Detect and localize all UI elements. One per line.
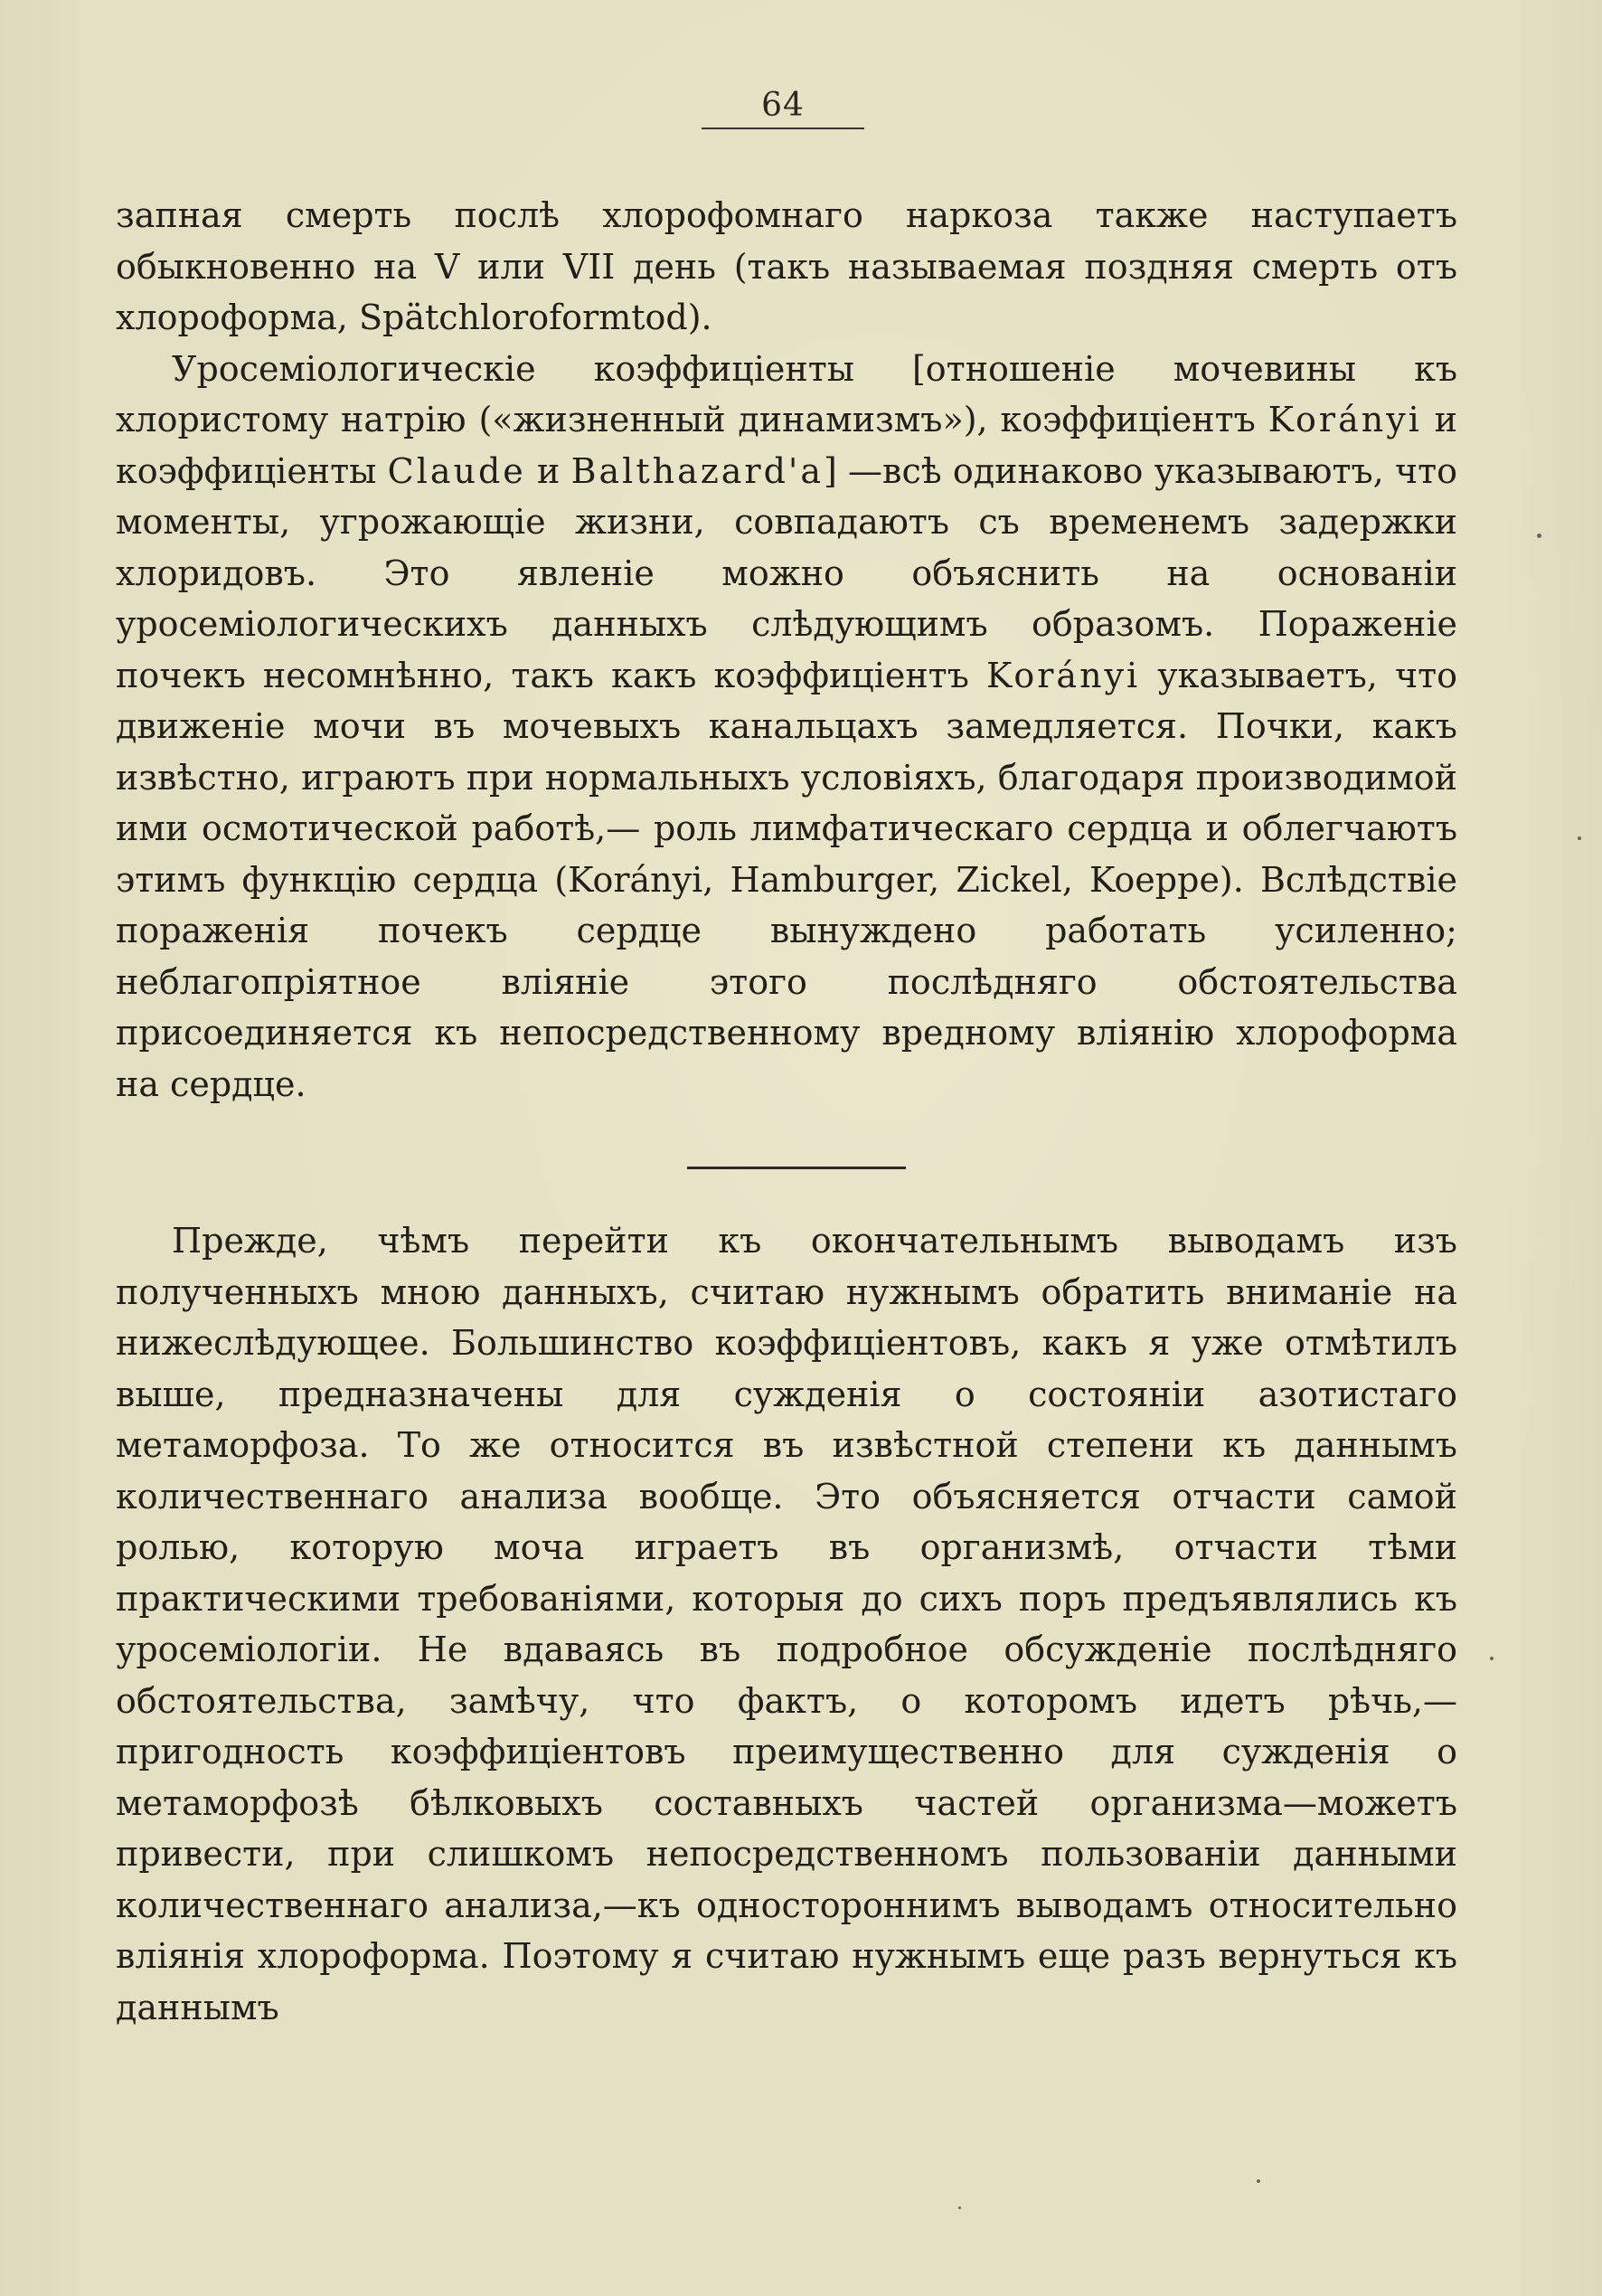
header-rule bbox=[702, 128, 864, 129]
paragraph-2-mid-1: и коэффиціенты bbox=[116, 400, 1457, 491]
print-speck bbox=[1490, 1657, 1494, 1660]
paragraph-2 bbox=[116, 344, 1457, 1110]
section-divider bbox=[687, 1167, 906, 1169]
page-header bbox=[702, 87, 864, 129]
paragraph-1: запная смерть послѣ хлорофомнаго наркоза также наступаетъ обыкновенно на V или VII день (такъ называемая поздняя смерть отъ хлороформа, Spätchloroformtod). bbox=[116, 195, 1457, 337]
paragraph-2-mid-3: ] —всѣ одинаково указываютъ, что моменты, угрожающіе жизни, совпадаютъ съ временемъ задержки хлоридовъ. Это явленіе можно объяснить на основаніи уросеміологическихъ данныхъ слѣдующимъ образомъ. Пораженіе почекъ несомнѣнно, такъ какъ коэффиціентъ bbox=[116, 450, 1457, 695]
print-speck bbox=[1578, 836, 1581, 840]
print-speck bbox=[1537, 534, 1541, 538]
paragraph-2-end: указываетъ, что движеніе мочи въ мочевыхъ канальцахъ замедляется. Почки, какъ извѣстно, играютъ при нормальныхъ условіяхъ, благодаря производимой ими осмотической работѣ,— роль лимфатическаго сердца и облегчаютъ этимъ функцію сердца (Korányi, Hamburger, Zickel, Koeppe). Вслѣдствіе пораженія почекъ сердце вынуждено работать усиленно; неблагопріятное вліяніе этого послѣдняго обстоятельства присоединяется къ непосредственному вредному вліянію хлороформа на сердце. bbox=[116, 655, 1458, 1104]
lower-text-block bbox=[116, 1215, 1457, 2033]
upper-text-block bbox=[116, 190, 1457, 1110]
page-number: 64 bbox=[761, 87, 805, 124]
paragraph-2-koranyi-name-2: Korányi bbox=[986, 655, 1141, 695]
print-speck bbox=[1257, 2179, 1260, 2183]
paragraph-3: Прежде, чѣмъ перейти къ окончательнымъ выводамъ изъ полученныхъ мною данныхъ, считаю нужнымъ обратить вниманіе на нижеслѣдующее. Большинство коэффиціентовъ, какъ я уже отмѣтилъ выше, предназначены для сужденія о состояніи азотистаго метаморфоза. То же относится въ извѣстной степени къ даннымъ количественнаго анализа вообще. Это объясняется отчасти самой ролью, которую моча играетъ въ организмѣ, отчасти тѣми практическими требованіями, которыя до сихъ поръ предъявлялись къ уросеміологіи. Не вдаваясь въ подробное обсужденіе послѣдняго обстоятельства, замѣчу, что фактъ, о которомъ идетъ рѣчь,—пригодность коэффиціентовъ преимущественно для сужденія о метаморфозѣ бѣлковыхъ составныхъ частей организма—можетъ привести, при слишкомъ непосредственномъ пользованіи данными количественнаго анализа,—къ одностороннимъ выводамъ относительно вліянія хлороформа. Поэтому я считаю нужнымъ еще разъ вернуться къ даннымъ bbox=[116, 1221, 1457, 2027]
paragraph-2-start: Уросеміологическіе коэффиціенты [отношеніе мочевины къ хлористому натрію («жизненный динамизмъ»), коэффиціентъ bbox=[116, 348, 1457, 439]
paragraph-2-koranyi-name: Korányi bbox=[1267, 400, 1422, 439]
paragraph-2-mid-2: и bbox=[525, 450, 571, 491]
paragraph-2-claude-name: Claude bbox=[387, 450, 526, 491]
paragraph-2-balthazard-name: Balthazard'a bbox=[570, 450, 824, 491]
print-speck bbox=[958, 2206, 961, 2209]
